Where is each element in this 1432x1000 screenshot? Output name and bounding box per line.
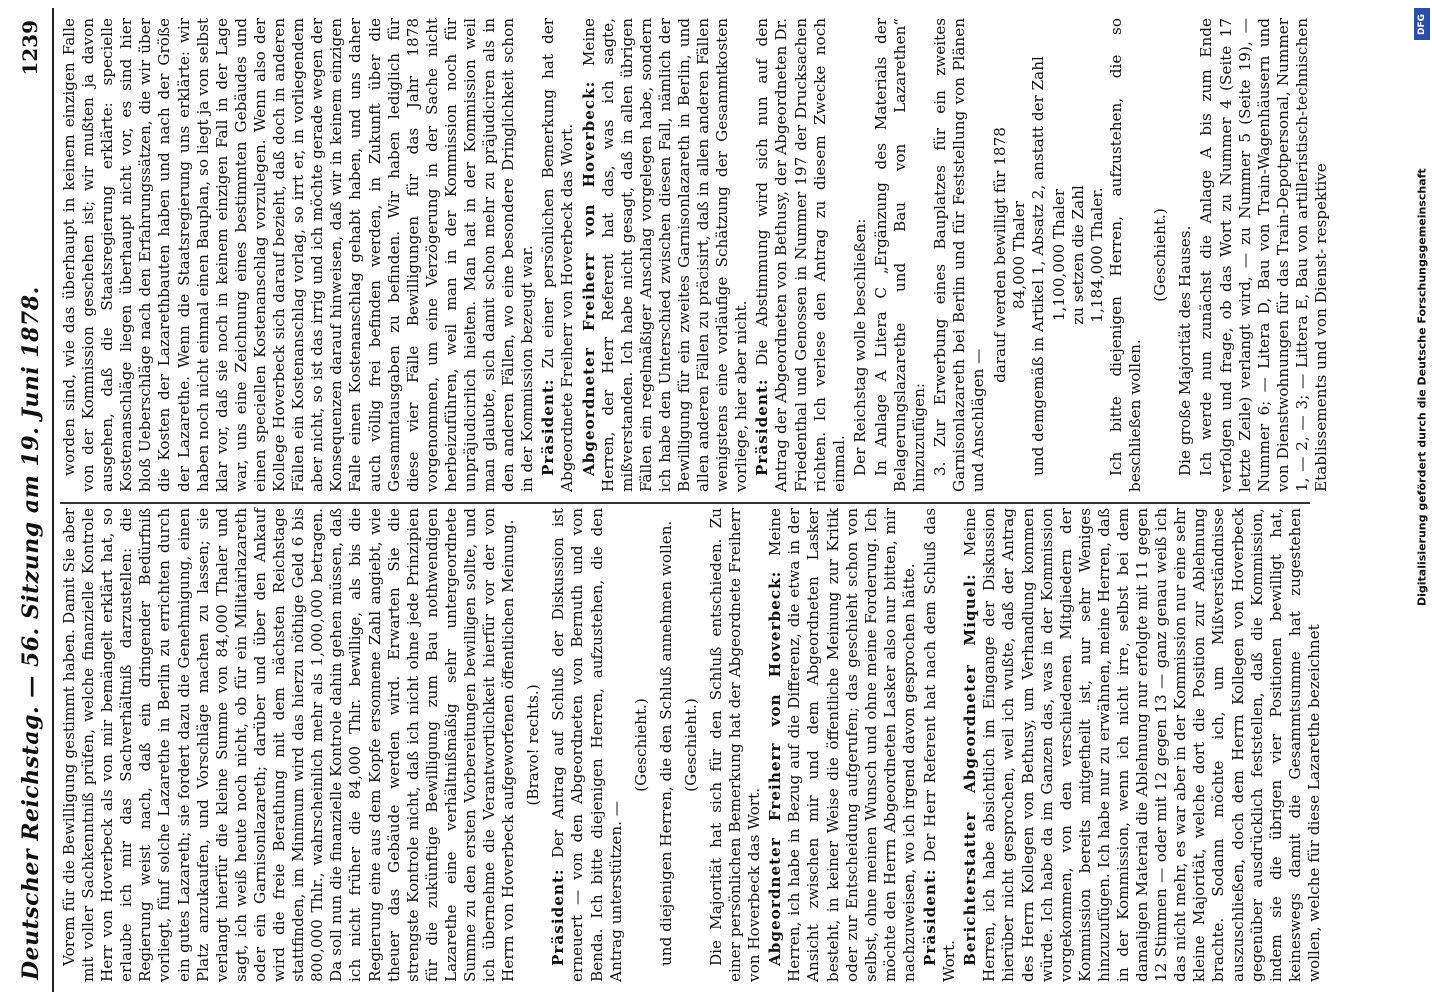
- speaker-name: Präsident:: [549, 868, 568, 966]
- page-title: Deutscher Reichstag. — 56. Sitzung am 19. Juni 1878.: [18, 286, 44, 980]
- speaker-name: Präsident:: [539, 378, 558, 476]
- body-paragraph: worden sind, wie das überhaupt in keinem einzigen Falle von der Kommission geschehen ist; wir mußten ja davon ausgehen, daß die Staatsregierung erklärte: specielle Kostenanschläge liegen überhaupt nicht vor, es sind hier bloß Ueberschläge nach den Erfahrungssätzen, die wir über die Kosten der Lazarethbauten haben und nach der Größe der Lazarethe. Wenn die Staatsregierung uns erklärte: wir haben noch nicht einmal einen Bauplan, so liegt ja von selbst klar vor, daß sie noch in keinem einzigen Fall in der Lage war, uns eine Zeichnung eines bestimmten Gebäudes und einen speciellen Kostenanschlag vorzulegen. Wenn also der Kollege Hoverbeck sich darauf bezieht, daß doch in anderen Fällen ein Kostenanschlag vorlag, so irrt er, in vorliegendem aber nicht, so ist das irrig und ich möchte gerade wegen der Konsequenzen darauf hinweisen, daß wir in keinem einzigen Falle einen Kostenanschlag gehabt haben, und uns daher auch völlig frei befinden werden, in Zukunft über die Gesammtausgaben zu befinden. Wir haben lediglich für diese vier Fälle Bewilligungen für das Jahr 1878 vorgenommen, um eine Verzögerung in der Sache nicht herbeizuführen, weil man in der Kommission noch für unpräjudicirlich hielten. Man hat in der Kommission weil man glaubte, sich damit schon mehr zu präjudiciren als in den anderen Fällen, wo eine besondere Dringlichkeit schon in der Kommission bezeugt war.: [60, 18, 537, 492]
- speech-paragraph: [539, 18, 577, 492]
- speech-text: Zu einer persönlichen Bemerkung hat der Abgeordnete Freiherr von Hoverbeck das Wort.: [539, 18, 577, 492]
- body-paragraph: Ich bitte diejenigen Herren, aufzustehen, die so beschließen wollen.: [1107, 18, 1145, 492]
- speech-text: Meine Herren, ich habe absichtlich im Eingange der Diskussion hierüber nicht gesprochen, weil ich wußte, daß der Antrag des Herrn Kollegen von Bethusy, um Verhandlung kommen würde. Ich habe da im Ganzen das, was in der Kommission vorgekommen, von den verschiedenen Mitgliedern der Kommission bereits mitgetheilt ist, nur sehr Weniges hinzuzufügen. Ich habe nur zu erwähnen, meine Herren, daß in der Kommission, wenn ich nicht irre, selbst bei dem damaligen Material die Ablehnung nur erfolgte mit 11 gegen 12 Stimmen — oder mit 12 gegen 13 — ganz genau weiß ich das nicht mehr, es war aber in der Kommission nur eine sehr kleine Majorität, welche dort die Position zur Ablehnung brachte. Sodann möchte ich, um Mißverständnisse auszuschließen, doch dem Herrn Kollegen von Hoverbeck gegenüber ausdrücklich feststellen, daß die Kommission, indem sie die übrigen vier Positionen bewilligt hat, keineswegs damit die Gesammtsumme hat zugestehen wollen, welche für diese Lazarethe bezeichnet: [961, 508, 1323, 982]
- motion-line: 84,000 Thaler: [1009, 200, 1028, 310]
- speaker-name: Abgeordneter Freiherr von Hoverbeck:: [579, 80, 598, 476]
- body-paragraph: In Anlage A Litera C „Ergänzung des Materials der Belagerungslazarethe und Bau von Lazarethen“ hinzuzufügen:: [871, 18, 929, 492]
- stage-direction: (Geschieht.): [1151, 208, 1170, 302]
- speech-paragraph: [766, 508, 919, 982]
- motion-line: 1,100,000 Thaler: [1049, 188, 1068, 322]
- speech-text: Der Herr Referent hat nach dem Schluß das Wort.: [921, 508, 959, 982]
- body-paragraph: und demgemäß in Artikel 1, Absatz 2, anstatt der Zahl: [1028, 56, 1047, 476]
- speech-paragraph: [549, 508, 625, 982]
- motion-line: 1,184,000 Thaler.: [1087, 187, 1106, 323]
- body-paragraph: und diejenigen Herren, die den Schluß annehmen wollen.: [656, 520, 675, 966]
- speech-paragraph: [753, 18, 848, 492]
- stage-direction: (Geschieht.): [631, 698, 650, 792]
- digitization-sidebar: [1414, 8, 1430, 988]
- speech-text: Die Abstimmung wird sich nun auf den Antrag der Abgeordneten von Bethusy, der Abgeordneten Dr. Friedenthal und Genossen in Nummer 197 der Drucksachen richten. Ich verlese den Antrag zu diesem Zwecke noch einmal.: [753, 18, 848, 492]
- speech-paragraph: [580, 18, 752, 492]
- page-header: [18, 8, 56, 992]
- speaker-name: Präsident:: [921, 868, 940, 966]
- body-paragraph: Der Reichstag wolle beschließen:: [850, 218, 869, 476]
- motion-line: zu setzen die Zahl: [1068, 185, 1087, 325]
- page-number: 1239: [18, 20, 42, 76]
- right-column: [60, 17, 1330, 492]
- speech-text: Meine Herren, ich habe in Bezug auf die Differenz, die etwa in der Ansicht zwischen mir und dem Abgeordneten Lasker besteht, in keiner Weise die öffentliche Meinung zur Kritik oder zur Entscheidung aufgerufen; das geschieht schon von selbst, ohne meinen Wunsch und ohne meine Forderung. Ich möchte den Herrn Abgeordneten Lasker also nur bitten, mir nachzuweisen, wo ich irgend davon gesprochen hätte.: [766, 507, 918, 982]
- header-rule: [52, 8, 54, 992]
- speech-text: Meine Herren, der Herr Referent hat das, was ich sagte, mißverstanden. Ich habe nicht gesagt, daß in allen übrigen Fällen ein regelmäßiger Anschlag vorgelegen habe, sondern ich habe den Unterschied zwischen diesen Fall, nämlich der Bewilligung für ein zweites Garnisonlazareth in Berlin, und allen anderen Fällen zu präcisirt, daß in allen anderen Fällen wenigstens eine vorläufige Schätzung der Gesammtkosten vorliege, hier aber nicht.: [579, 17, 751, 492]
- stage-direction: (Bravo! rechts.): [524, 684, 543, 806]
- body-paragraph: 3. Zur Erwerbung eines Bauplatzes für ein zweites Garnisonlazareth bei Berlin und für Feststellung von Plänen und Anschlägen —: [931, 18, 988, 492]
- speaker-name: Präsident:: [753, 378, 772, 476]
- left-column: [60, 507, 1323, 982]
- body-paragraph: Ich werde nun zunächst die Anlage A bis zum Ende verfolgen und frage, ob das Wort zu Nummer 4 (Seite 17 letzte Zeile) verlangt wird, — zu Nummer 5 (Seite 19), — Nummer 6; — Litera D, Bau von Train-Wagenhäusern und von Dienstwohnungen für das Train-Depotpersonal, Nummer 1, — 2, — 3; — Littera E, Bau von artilleristisch-technischen Etablissements und von Dienst- respektive: [1197, 18, 1330, 492]
- column-divider: [60, 502, 1310, 504]
- motion-line: darauf werden bewilligt für 1878: [990, 127, 1009, 383]
- speaker-name: Berichterstatter Abgeordneter Miquel:: [961, 573, 980, 966]
- body-paragraph: Die Majorität hat sich für den Schluß entschieden. Zu einer persönlichen Bemerkung hat der Abgeordnete Freiherr von Hoverbeck das Wort.: [707, 508, 764, 982]
- body-paragraph: Vorem für die Bewilligung gestimmt haben. Damit Sie aber mit voller Sachkenntniß prüfen, welche finanzielle Kontrole Herr von Hoverbeck als von mir bemängelt erklärt hat, so erlaube ich mir das Sachverhältniß darzustellen: die Regierung weist nach, daß ein dringender Bedürfniß vorliegt, fünf solche Lazarethe in Berlin zu errichten durch ein gutes Lazareth; sie fordert dazu die Genehmigung, einen Platz anzukaufen, und Vorschläge machen zu lassen; sie verlangt hierfür die kleine Summe von 84,000 Thaler und sagt, ich weiß heute noch nicht, ob für ein Militairlazareth oder ein Garnisonlazareth; darüber und über den Ankauf wird die freie Berathung mit dem nächsten Reichstage stattfinden, im Minimum wird das hierzu nöthige Geld 6 bis 800,000 Thlr., wahrscheinlich mehr als 1,000,000 betragen. Da soll nun die finanzielle Kontrole dahin gehen müssen, daß ich nicht früher die 84,000 Thlr. bewillige, als bis die Regierung eine aus dem Kopfe ersonnene Zahl angiebt, wie theuer das Gebäude werden wird. Erwarten Sie die strengste Kontrole nicht, daß ich nicht ohne jede Prinzipien für die zukünftige Bewilligung zum Bau nothwendigen Lazarethe eine verhältnißmäßig sehr untergeordnete Summe zu den ersten Vorbereitungen bewilligen sollte, und ich übernehme die Verantwortlichkeit hierfür vor der von Herrn von Hoverbeck aufgeworfenen öffentlichen Meinung.: [60, 508, 518, 982]
- funding-notice: Digitalisierung gefördert durch die Deutsche Forschungsgemeinschaft: [1415, 168, 1429, 606]
- speaker-name: Abgeordneter Freiherr von Hoverbeck:: [766, 570, 785, 966]
- speech-text: Der Antrag auf Schluß der Diskussion ist erneuert — von den Abgeordneten von Bernuth und von Benda. Ich bitte diejenigen Herren, aufzustehen, die den Antrag unterstützen. —: [549, 508, 625, 982]
- speech-paragraph: [961, 508, 1324, 982]
- body-paragraph: Die große Majorität des Hauses.: [1176, 225, 1195, 476]
- speech-paragraph: [921, 508, 959, 982]
- dfg-logo: DFG: [1414, 8, 1430, 40]
- stage-direction: (Geschieht.): [681, 698, 700, 792]
